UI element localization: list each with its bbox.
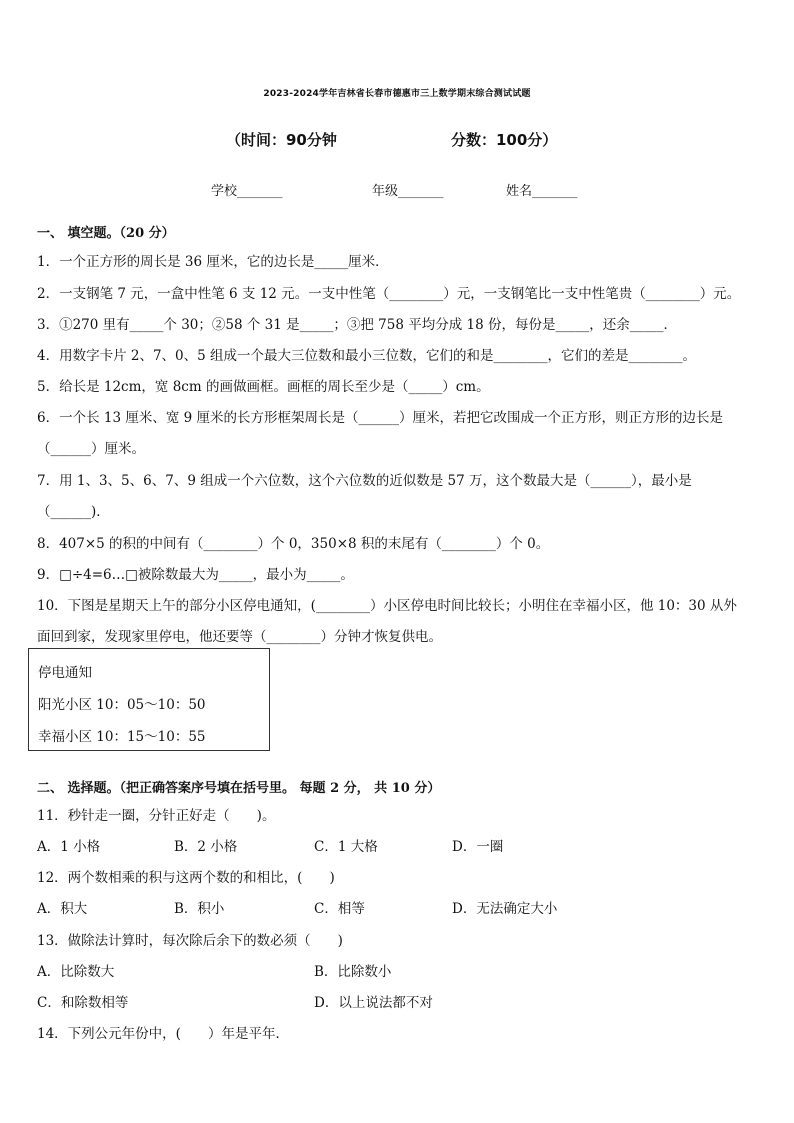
q13-option-c: C．和除数相等 [37, 995, 129, 1011]
question-13: 13．做除法计算时，每次除后余下的数必须（ ) [37, 933, 343, 949]
q13-option-d: D．以上说法都不对 [314, 995, 433, 1011]
page-title: 2023-2024学年吉林省长春市德惠市三上数学期末综合测试试题 [263, 89, 531, 99]
question-9: 9．□÷4=6…□被除数最大为_____，最小为_____。 [37, 567, 354, 583]
notice-line-1: 阳光小区 10：05～10：50 [38, 697, 206, 713]
grade-field: 年级_______ [372, 184, 444, 199]
question-14: 14．下列公元年份中，( ）年是平年． [37, 1026, 289, 1042]
question-10-line-2: 面回到家，发现家里停电，他还要等（________）分钟才恢复供电。 [37, 629, 442, 645]
notice-line-2: 幸福小区 10：15～10：55 [38, 729, 206, 745]
q11-option-b: B．2 小格 [174, 839, 238, 855]
question-7-line-1: 7．用 1、3、5、6、7、9 组成一个六位数，这个六位数的近似数是 57 万，这个数最大是（______），最小是 [37, 473, 692, 489]
question-6-line-2: （______）厘米。 [37, 441, 145, 457]
question-7-line-2: （______)． [37, 504, 110, 520]
section-2-header: 二、 选择题。（把正确答案序号填在括号里。 每题 2 分， 共 10 分） [37, 781, 441, 796]
question-8: 8．407×5 的积的中间有（________）个 0，350×8 积的末尾有（________）个 0。 [37, 536, 550, 552]
exam-score: 分数：100分） [451, 131, 558, 149]
school-field: 学校_______ [211, 184, 283, 199]
q12-option-c: C．相等 [314, 901, 365, 917]
power-outage-notice [28, 648, 270, 751]
question-5: 5．给长是 12cm，宽 8cm 的画做画框。画框的周长至少是（_____）cm。 [37, 379, 490, 395]
q11-option-a: A．1 小格 [37, 839, 101, 855]
question-11: 11．秒针走一圈，分针正好走（ )。 [37, 808, 276, 824]
question-1: 1．一个正方形的周长是 36 厘米，它的边长是_____厘米． [37, 254, 389, 270]
q13-option-a: A．比除数大 [37, 964, 115, 980]
question-2: 2．一支钢笔 7 元，一盒中性笔 6 支 12 元。一支中性笔（________）元，一支钢笔比一支中性笔贵（________）元。 [37, 286, 741, 302]
question-4: 4．用数字卡片 2、7、0、5 组成一个最大三位数和最小三位数，它们的和是________，它们的差是________。 [37, 348, 697, 364]
question-10-line-1: 10．下图是星期天上午的部分小区停电通知，(________）小区停电时间比较长；小明住在幸福小区，他 10：30 从外 [37, 598, 737, 614]
section-1-header: 一、 填空题。（20 分） [37, 226, 175, 241]
q12-option-d: D．无法确定大小 [452, 901, 558, 917]
q13-option-b: B．比除数小 [314, 964, 392, 980]
question-3: 3．①270 里有_____个 30；②58 个 31 是_____；③把 758 平均分成 18 份，每份是_____，还余_____． [37, 317, 677, 333]
q11-option-d: D．一圈 [452, 839, 504, 855]
q11-option-c: C．1 大格 [314, 839, 378, 855]
exam-time: （时间：90分钟 [226, 131, 337, 149]
question-12: 12．两个数相乘的积与这两个数的和相比，( ) [37, 870, 335, 886]
name-field: 姓名_______ [506, 184, 578, 199]
question-6-line-1: 6．一个长 13 厘米、宽 9 厘米的长方形框架周长是（______）厘米，若把它改围成一个正方形，则正方形的边长是 [37, 410, 724, 426]
q12-option-a: A．积大 [37, 901, 88, 917]
q12-option-b: B．积小 [174, 901, 225, 917]
notice-title: 停电通知 [38, 665, 92, 681]
